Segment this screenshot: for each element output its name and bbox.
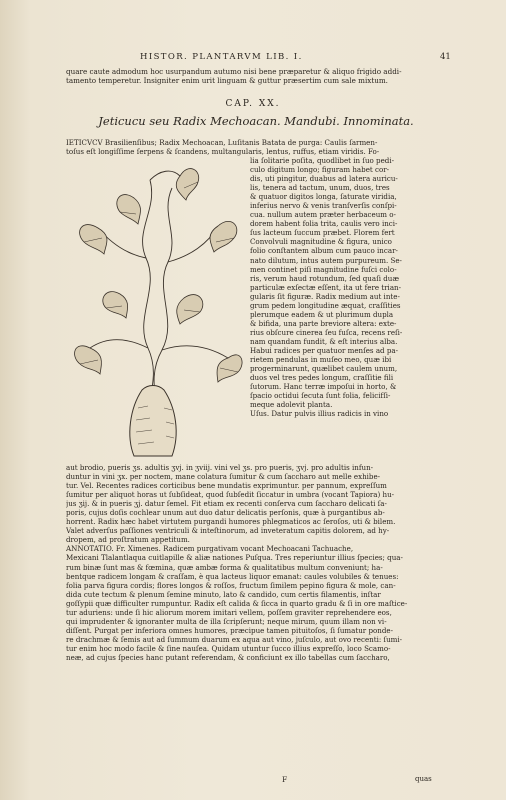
text-line: duntur in vini ʒx. per noctem, mane colatura ſumitur & cum ſaccharo aut melle exhibe-	[66, 472, 381, 482]
text-line: nam quandam fundit, & eſt interius alba.	[250, 336, 398, 346]
text-line: tamento temperetur. Insigniter enim urit linguam & guttur præsertim cum sale mixtum.	[66, 76, 388, 86]
text-line: IETICVCV Brasilienſibus; Radix Mechoacan, Luſitanis Batata de purga: Caulis ſarmen-	[66, 138, 378, 147]
text-line: horrent. Radix hæc habet virtutem purgandi humores phlegmaticos ac ſeroſos, uti & bilem.	[66, 517, 396, 527]
text-line: Mexicani Tlalantlaqua cuitlapille & aliæ nationes Puſqua. Tres reperiuntur illius ſpecies; qua-	[66, 553, 403, 563]
text-line: qui imprudenter & ignoranter multa de illa ſcripſerunt; neque mirum, quum illam non vi-	[66, 616, 387, 626]
right-column-text	[250, 156, 444, 418]
text-line: rius obſcure cinerea ſeu fuſca, recens reſi-	[250, 327, 403, 337]
text-line: folio conſtantem album cum pauco incar-	[250, 246, 398, 256]
text-line: jus ʒij. & in pueris ʒj. datur ſemel. Fit etiam ex recenti conſerva cum ſaccharo delicati ſa-	[66, 499, 387, 509]
chapter-heading: CAP. XX.	[225, 99, 281, 109]
text-line: inferius nervo & venis tranſverſis conſpi-	[250, 201, 397, 211]
text-line: ſus lacteum ſuccum præbet. Florem fert	[250, 228, 395, 238]
plant-illustration	[68, 158, 246, 458]
text-line: ris, verum haud rotundum, ſed quaſi duæ	[250, 273, 399, 283]
text-line: bentque radicem longam & craſſam, è qua lacteus liquor emanat: caules volubiles & tenues:	[66, 571, 399, 581]
text-line: ANNOTATIO. Fr. Ximenes. Radicem purgativam vocant Mechoacani Tachuache,	[66, 544, 354, 554]
opening-paragraph	[66, 138, 444, 156]
text-line: poris, cujus doſis cochlear unum aut duo datur delicatis perſonis, quæ à purgantibus ab-	[66, 508, 385, 518]
text-line: tur enim hoc modo facile & ſine nauſea. Quidam utuntur ſucco illius expreſſo, loco Scamo-	[66, 643, 391, 653]
text-line: dorem habent folia trita, caulis vero inci-	[250, 219, 398, 229]
text-line: ſpacio octidui ſecuta ſunt folia, felicifſi-	[250, 391, 391, 401]
text-line: Habui radices per quatuor menſes ad pa-	[250, 345, 399, 355]
text-line: & quatuor digitos longa, ſaturate viridia,	[250, 192, 397, 202]
text-line: men continet piſi magnitudine fuſci colo-	[250, 264, 397, 274]
intro-text	[66, 67, 444, 85]
text-line: Convolvuli magnitudine & figura, unico	[250, 237, 392, 247]
text-line: Valet adverſus paſſiones ventriculi & inteſtinorum, ad inveteratum capitis dolorem, ad hy-	[66, 526, 390, 536]
catchword: quas	[415, 775, 432, 783]
text-line: tur aduriens: unde ſi hic aliorum morem imitari vellem, poſſem graviter reprehendere eos,	[66, 607, 392, 617]
text-line: goſſypii quæ difficulter rumpuntur. Radix eſt calida & ſicca in quarto gradu & ſi in ore maſtice-	[66, 598, 408, 608]
text-line: meque adolevit planta.	[250, 400, 333, 410]
text-line: rum binæ ſunt mas & fœmina, quæ ambæ forma & qualitatibus multum conveniunt; ha-	[66, 562, 383, 572]
page-number: 41	[440, 52, 451, 62]
text-line: progerminarunt, quælibet caulem unum,	[250, 364, 398, 374]
text-line: neæ, ad cujus ſpecies hanc putant referendam, & conficiunt ex illo tabellas cum ſaccharo,	[66, 652, 390, 662]
text-line: ſumitur per aliquot horas ut ſubſideat, quod ſubſedit ſiccatur in umbra (vocant Tapiora) hu-	[66, 490, 395, 500]
text-line: culo digitum longo; figuram habet cor-	[250, 165, 390, 175]
text-line: lia ſolitarie poſita, quodlibet in ſuo pedi-	[250, 156, 395, 165]
text-line: & bifida, una parte breviore altera: exte-	[250, 318, 397, 328]
text-line: grum pedem longitudine æquat, craſſities	[250, 300, 401, 310]
text-line: aut brodio, pueris ʒs. adultis ʒvj. in ʒviij. vini vel ʒs. pro pueris, ʒvj. pro adultis infun-	[66, 463, 374, 472]
text-line: nato dilutum, intus autem purpureum. Se-	[250, 255, 402, 265]
text-line: cua. nullum autem præter herbaceum o-	[250, 210, 396, 220]
text-line: ſutorum. Hanc terræ impoſui in horto, &	[250, 382, 397, 392]
text-line: Uſus. Datur pulvis illius radicis in vino	[250, 409, 389, 419]
text-line: dis, uti pingitur, duabus ad latera auricu-	[250, 174, 398, 184]
chapter-title: Jeticucu seu Radix Mechoacan. Mandubi. Innominata.	[98, 114, 414, 128]
text-line: dida cute tectum & plenum ſemine minuto, lato & candido, cum certis filamentis, inſtar	[66, 589, 381, 599]
text-line: re drachmæ & ſemis aut ad ſummum duarum ex aqua aut vino, juſculo, aut ovo recenti: ſumi-	[66, 634, 403, 644]
text-line: quare caute admodum hoc usurpandum autumo nisi bene præparetur & aliquo frigido addi-	[66, 67, 402, 76]
text-line: folia parva figura cordis; flores longos & roſſos, fructum ſimilem pepino figura & mole, can-	[66, 580, 396, 590]
signature-mark: F	[282, 775, 288, 784]
running-header	[140, 52, 451, 62]
text-line: dropem, ad proſtratum appetitum.	[66, 535, 190, 545]
text-line: particulæ exſectæ eſſent, ita ut fere trian-	[250, 282, 402, 292]
text-line: tur. Vel. Recentes radices corticibus bene mundatis exprimuntur. per pannum, expreſſum	[66, 481, 387, 491]
text-line: toſus eſt longiſſime ſerpens & ſcandens, multangularis, lentus, ruffus, etiam viridis. Fo-	[66, 147, 380, 157]
text-line: gularis ſit figuræ. Radix medium aut inte-	[250, 291, 400, 301]
text-line: diſſent. Purgat per inferiora omnes humores, præcipue tamen pituitoſos, ſi ſumatur ponde-	[66, 625, 393, 635]
text-line: plerumque eadem & ut plurimum dupla	[250, 309, 394, 319]
text-line: lis, tenera ad tactum, unum, duos, tres	[250, 183, 390, 193]
text-line: rietem pendulas in muſeo meo, quæ ibi	[250, 355, 392, 365]
bottom-text	[66, 463, 444, 662]
text-line: duos vel tres pedes longum, craſſitie fili	[250, 373, 394, 383]
running-title: HISTOR. PLANTARVM LIB. I.	[140, 52, 303, 62]
